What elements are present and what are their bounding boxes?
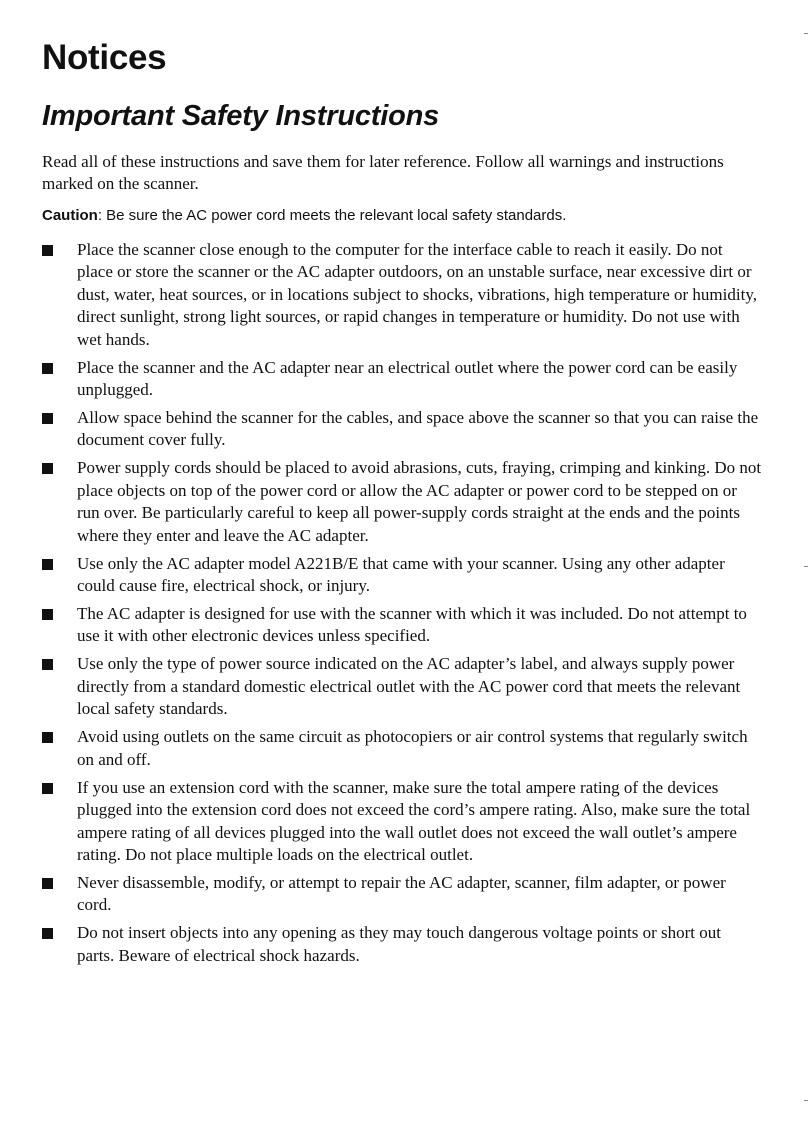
section-heading: Important Safety Instructions [42, 100, 440, 132]
caution-text: : Be sure the AC power cord meets the relevant local safety standards. [97, 207, 567, 224]
square-bullet-icon [42, 609, 53, 620]
square-bullet-icon [42, 413, 53, 424]
square-bullet-icon [42, 783, 53, 794]
list-item-text: Place the scanner close enough to the computer for the interface cable to reach it easily. Do not place or store the scanner or the AC adapter outdoors, on an unstable surface, near excessive dirt or dust, water, heat sources, or in locations subject to shocks, vibrations, high temperature or humidity, direct sunlight, strong light sources, or rapid changes in temperature or humidity. Do not use with wet hands. [77, 240, 757, 349]
square-bullet-icon [42, 928, 53, 939]
list-item [42, 653, 762, 720]
list-item-text: If you use an extension cord with the scanner, make sure the total ampere rating of the devices plugged into the extension cord does not exceed the cord’s ampere rating. Also, make sure the total ampere rating of all devices plugged into the wall outlet does not exceed the wall outlet’s ampere rating. Do not place multiple loads on the electrical outlet. [77, 777, 751, 864]
square-bullet-icon [42, 363, 53, 374]
list-item-text: Allow space behind the scanner for the cables, and space above the scanner so that you can raise the document cover fully. [77, 408, 759, 450]
list-item [42, 603, 762, 648]
crop-mark [804, 1100, 808, 1101]
list-item [42, 357, 762, 402]
list-item [42, 239, 762, 351]
list-item-text: Power supply cords should be placed to avoid abrasions, cuts, fraying, crimping and kinking. Do not place objects on top of the power cord or allow the AC adapter or power cord to be stepped on or run over. Be particularly careful to keep all power-supply cords straight at the ends and the points where they enter and leave the AC adapter. [77, 458, 762, 545]
square-bullet-icon [42, 732, 53, 743]
square-bullet-icon [42, 463, 53, 474]
crop-mark [804, 33, 808, 34]
page-title: Notices [42, 38, 167, 77]
document-page [42, 34, 762, 973]
list-item [42, 553, 762, 598]
list-item-text: Avoid using outlets on the same circuit as photocopiers or air control systems that regularly switch on and off. [77, 727, 748, 769]
list-item [42, 922, 762, 967]
square-bullet-icon [42, 659, 53, 670]
intro-paragraph: Read all of these instructions and save them for later reference. Follow all warnings and instructions marked on the scanner. [42, 152, 724, 193]
list-item [42, 457, 762, 547]
caution-note [42, 206, 762, 226]
list-item [42, 407, 762, 452]
list-item [42, 777, 762, 867]
list-item [42, 726, 762, 771]
list-item-text: Never disassemble, modify, or attempt to repair the AC adapter, scanner, film adapter, or power cord. [77, 872, 726, 915]
square-bullet-icon [42, 245, 53, 256]
crop-mark [804, 566, 808, 567]
list-item-text: Place the scanner and the AC adapter near an electrical outlet where the power cord can be easily unplugged. [77, 357, 738, 400]
list-item-text: Do not insert objects into any opening as they may touch dangerous voltage points or short out parts. Beware of electrical shock hazards. [77, 923, 721, 965]
list-item-text: Use only the type of power source indicated on the AC adapter’s label, and always supply power directly from a standard domestic electrical outlet with the AC power cord that meets the relevant local safety standards. [77, 654, 741, 719]
list-item-text: The AC adapter is designed for use with the scanner with which it was included. Do not attempt to use it with other electronic devices unless specified. [77, 604, 747, 646]
safety-instructions-list [42, 239, 762, 967]
square-bullet-icon [42, 559, 53, 570]
list-item [42, 872, 762, 917]
caution-label: Caution [42, 207, 98, 224]
square-bullet-icon [42, 878, 53, 889]
list-item-text: Use only the AC adapter model A221B/E that came with your scanner. Using any other adapter could cause fire, electrical shock, or injury. [77, 553, 725, 596]
